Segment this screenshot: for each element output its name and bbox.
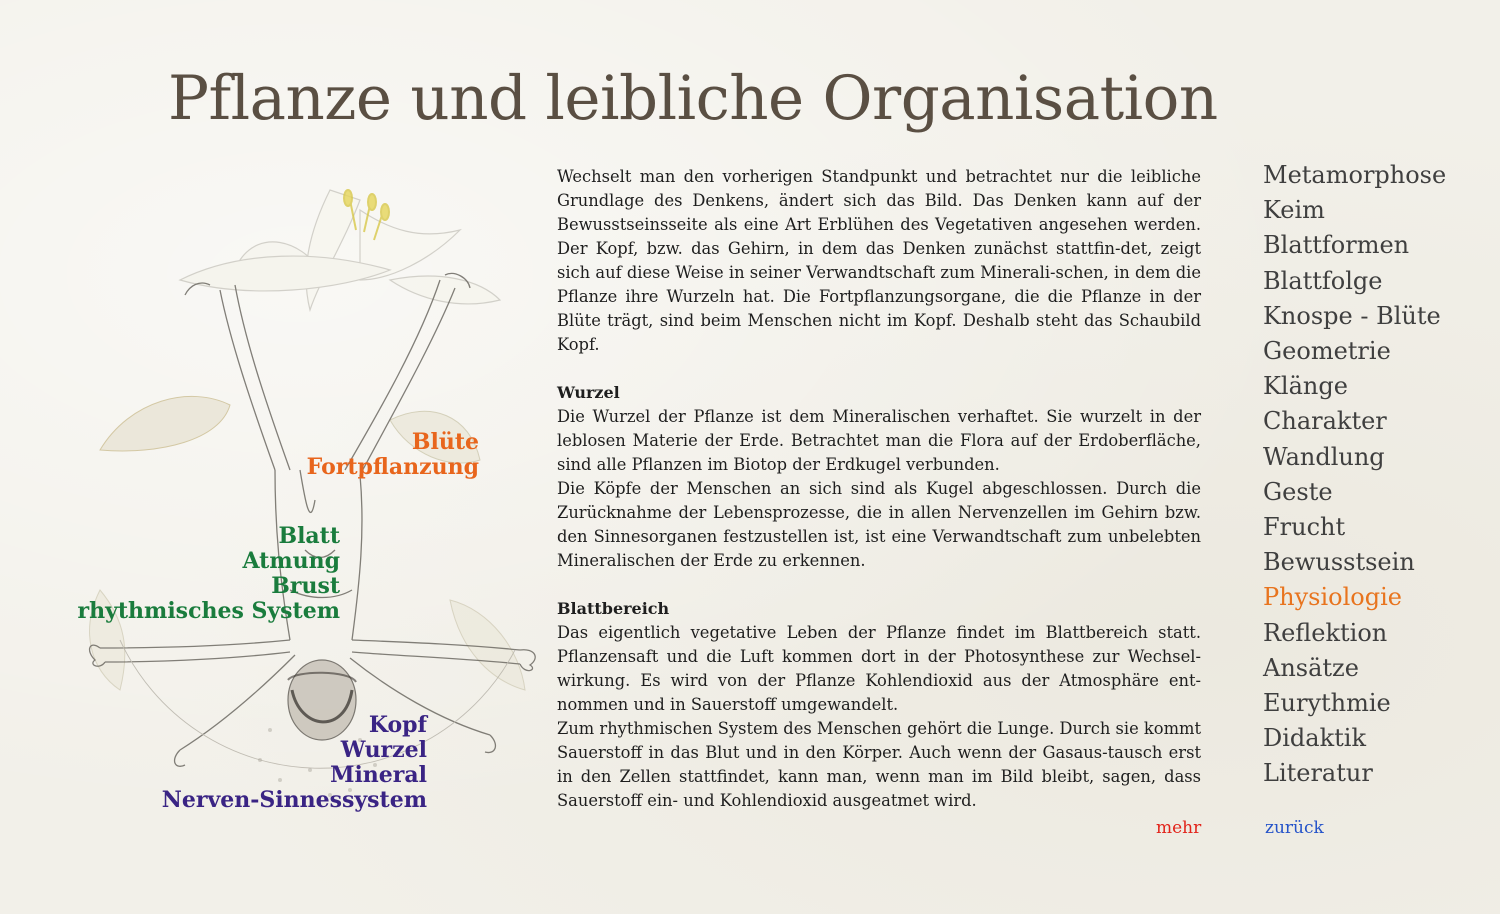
topic-navigation bbox=[1263, 158, 1446, 792]
nav-item-frucht[interactable]: Frucht bbox=[1263, 513, 1346, 542]
label-bluete: Blüte bbox=[411, 429, 479, 455]
blattbereich-paragraph-1: Das eigentlich vegetative Leben der Pflanze findet im Blattbereich statt. Pflanzensaft und die Luft kommen dort in der Photosynthese zur Wechsel-wirkung. Es wird von der Pflanze Kohlendioxid aus der Atmosphäre ent-nommen und in Sauerstoff umgewandelt. bbox=[557, 623, 1201, 714]
blattbereich-paragraph-2: Zum rhythmischen System des Menschen gehört die Lunge. Durch sie kommt Sauerstoff in das Blut und in den Körper. Auch wenn der Gasaus-tausch erst in den Zellen stattfindet, kann man, wenn man im Bild bleibt, sagen, dass Sauerstoff ein- und Kohlendioxid ausgeatmet wird. bbox=[557, 719, 1201, 810]
wurzel-paragraph-1: Die Wurzel der Pflanze ist dem Mineralischen verhaftet. Sie wurzelt in der leblosen Materie der Erde. Betrachtet man die Flora auf der Erdoberfläche, sind alle Pflanzen im Biotop der Erdkugel verbunden. bbox=[557, 407, 1201, 474]
nav-item-physiologie[interactable]: Physiologie bbox=[1263, 583, 1402, 612]
label-atmung: Atmung bbox=[242, 548, 340, 574]
wurzel-heading: Wurzel bbox=[557, 383, 620, 402]
label-group-blatt bbox=[78, 524, 340, 624]
nav-item-metamorphose[interactable]: Metamorphose bbox=[1263, 161, 1447, 189]
nav-item-reflektion[interactable]: Reflektion bbox=[1263, 618, 1388, 647]
nav-item-klaenge[interactable]: Klänge bbox=[1263, 372, 1348, 401]
label-blatt: Blatt bbox=[278, 523, 340, 549]
label-group-kopf bbox=[162, 713, 427, 813]
nav-item-geste[interactable]: Geste bbox=[1263, 477, 1333, 506]
label-kopf: Kopf bbox=[368, 712, 427, 738]
article-body bbox=[557, 165, 1201, 813]
label-group-bluete bbox=[307, 430, 479, 480]
blattbereich-heading: Blattbereich bbox=[557, 599, 670, 618]
label-mineral: Mineral bbox=[330, 762, 427, 788]
label-nerven-sinnessystem: Nerven-Sinnessystem bbox=[161, 787, 427, 813]
nav-item-keim[interactable]: Keim bbox=[1263, 196, 1325, 225]
nav-item-blattfolge[interactable]: Blattfolge bbox=[1263, 266, 1383, 295]
label-wurzel: Wurzel bbox=[340, 737, 427, 763]
nav-item-ansaetze[interactable]: Ansätze bbox=[1263, 653, 1359, 682]
nav-item-literatur[interactable]: Literatur bbox=[1263, 759, 1373, 788]
nav-item-knospe-bluete[interactable]: Knospe - Blüte bbox=[1263, 301, 1441, 330]
nav-item-charakter[interactable]: Charakter bbox=[1263, 407, 1387, 436]
wurzel-paragraph-2: Die Köpfe der Menschen an sich sind als Kugel abgeschlossen. Durch die Zurücknahme der Lebensprozesse, die in allen Nervenzellen im Gehirn bzw. den Sinnesorganen festzustellen ist, ist eine Verwandtschaft zum unbelebten Mineralischen der Erde zu erkennen. bbox=[557, 479, 1201, 570]
nav-item-blattformen[interactable]: Blattformen bbox=[1263, 231, 1410, 260]
label-brust: Brust bbox=[271, 573, 340, 599]
zurueck-link[interactable]: zurück bbox=[1265, 818, 1324, 838]
label-rhythmisches-system: rhythmisches System bbox=[77, 598, 340, 624]
label-fortpflanzung: Fortpflanzung bbox=[306, 454, 479, 480]
nav-item-wandlung[interactable]: Wandlung bbox=[1263, 442, 1385, 471]
nav-item-didaktik[interactable]: Didaktik bbox=[1263, 724, 1366, 753]
mehr-link[interactable]: mehr bbox=[1156, 818, 1202, 838]
page-title: Pflanze und leibliche Organisation bbox=[168, 63, 1218, 134]
nav-item-geometrie[interactable]: Geometrie bbox=[1263, 337, 1391, 366]
nav-item-bewusstsein[interactable]: Bewusstsein bbox=[1263, 548, 1415, 577]
nav-item-eurythmie[interactable]: Eurythmie bbox=[1263, 689, 1391, 718]
intro-paragraph: Wechselt man den vorherigen Standpunkt und betrachtet nur die leibliche Grundlage des Denkens, ändert sich das Bild. Das Denken kann auf der Bewusstseinsseite als eine Art Erblühen des Vegetativen angesehen werden. Der Kopf, bzw. das Gehirn, in dem das Denken zunächst stattfin-det, zeigt sich auf diese Weise in seiner Verwandtschaft zum Minerali-schen, in dem die Pflanze ihre Wurzeln hat. Die Fortpflanzungsorgane, die die Pflanze in der Blüte trägt, sind beim Menschen nicht im Kopf. Deshalb steht das Schaubild Kopf. bbox=[557, 167, 1201, 354]
